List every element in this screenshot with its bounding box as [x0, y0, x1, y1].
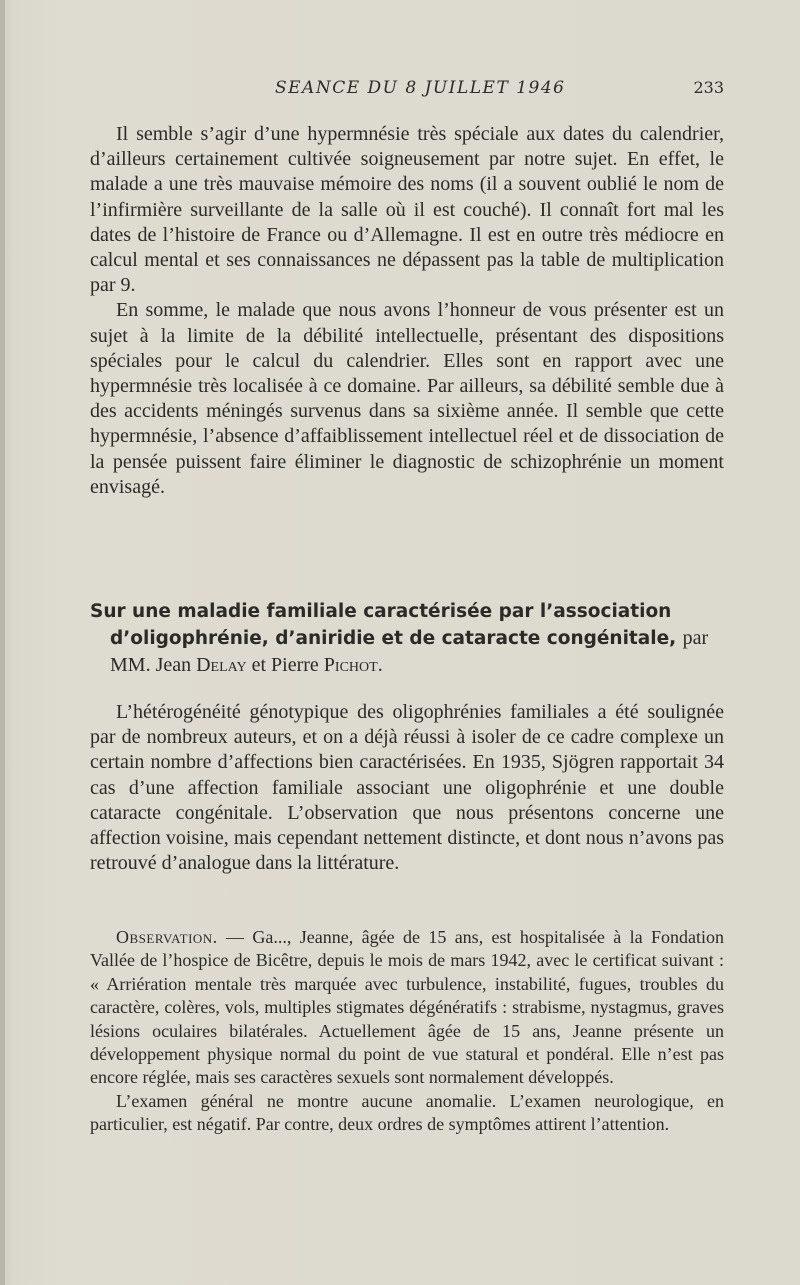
observation-section	[90, 926, 724, 1137]
article-title-line-2	[90, 625, 724, 652]
page-edge-shadow	[0, 0, 5, 1285]
authors-mid: et Pierre	[251, 654, 319, 676]
exam-paragraph: L’examen général ne montre aucune anomalie. L’examen neurologique, en particulier, est négatif. Par contre, deux ordres de symptômes attirent l’attention.	[90, 1090, 724, 1135]
article-authors: MM. Jean Delay et Pierre Pichot.	[110, 654, 383, 676]
article-title-line-2-text: d’oligophrénie, d’aniridie et de cataracte congénitale,	[110, 628, 677, 649]
article-introduction	[90, 700, 724, 876]
paragraph: Il semble s’agir d’une hypermnésie très spéciale aux dates du calendrier, d’ailleurs certainement cultivée soigneusement par notre sujet. En effet, le malade a une très mauvaise mémoire des noms (il a souvent oublié le nom de l’infirmière surveillante de la salle où il est couché). Il connaît fort mal les dates de l’histoire de France ou d’Allemagne. Il est en outre très médiocre en calcul mental et ses connaissances ne dépassent pas la table de multiplication par 9.	[90, 123, 724, 297]
article-title-par: par	[682, 627, 709, 649]
previous-article-conclusion	[90, 122, 724, 500]
author-1-surname: Delay	[196, 654, 247, 676]
observation-text: — Ga..., Jeanne, âgée de 15 ans, est hospitalisée à la Fondation Vallée de l’hospice de Bicêtre, depuis le mois de mars 1942, avec le certificat suivant : « Arriération mentale très marquée avec turbulence, instabilité, fugues, troubles du caractère, colères, vols, multiples stigmates dégénératifs : strabisme, nystagmus, graves lésions oculaires bilatérales. Actuellement âgée de 15 ans, Jeanne présente un développement physique normal du point de vue statural et pondéral. Elle n’est pas encore réglée, mais ses caractères sexuels sont normalement développés.	[90, 927, 724, 1088]
paragraph: L’hétérogénéité génotypique des oligophrénies familiales a été soulignée par de nombreux auteurs, et on a déjà réussi à isoler de ce cadre complexe un certain nombre d’affections bien caractérisées. En 1935, Sjögren rapportait 34 cas d’une affection familiale associant une oligophrénie et une double cataracte congénitale. L’observation que nous présentons concerne une affection voisine, mais cependant nettement distincte, et dont nous n’avons pas retrouvé d’analogue dans la littérature.	[90, 701, 724, 875]
running-head-title: SEANCE DU 8 JUILLET 1946	[275, 78, 566, 98]
author-2-surname: Pichot	[323, 654, 378, 676]
paragraph: En somme, le malade que nous avons l’honneur de vous présenter est un sujet à la limite de la débilité intellectuelle, présentant des dispositions spéciales pour le calcul du calendrier. Elles sont en rapport avec une hypermnésie très localisée à ce domaine. Par ailleurs, sa débilité semble due à des accidents méningés survenus dans sa sixième année. Il semble que cette hypermnésie, l’absence d’affaiblissement intellectuel réel et de dissociation de la pensée puissent faire éliminer le diagnostic de schizophrénie un moment envisagé.	[90, 299, 724, 498]
observation-paragraph	[90, 926, 724, 1090]
article-heading	[90, 598, 724, 679]
authors-prefix: MM. Jean	[110, 654, 192, 676]
article-title-line-1: Sur une maladie familiale caractérisée par l’association	[90, 601, 672, 622]
observation-label: Observation.	[116, 927, 218, 947]
page-number: 233	[693, 78, 724, 97]
running-head	[90, 78, 724, 104]
